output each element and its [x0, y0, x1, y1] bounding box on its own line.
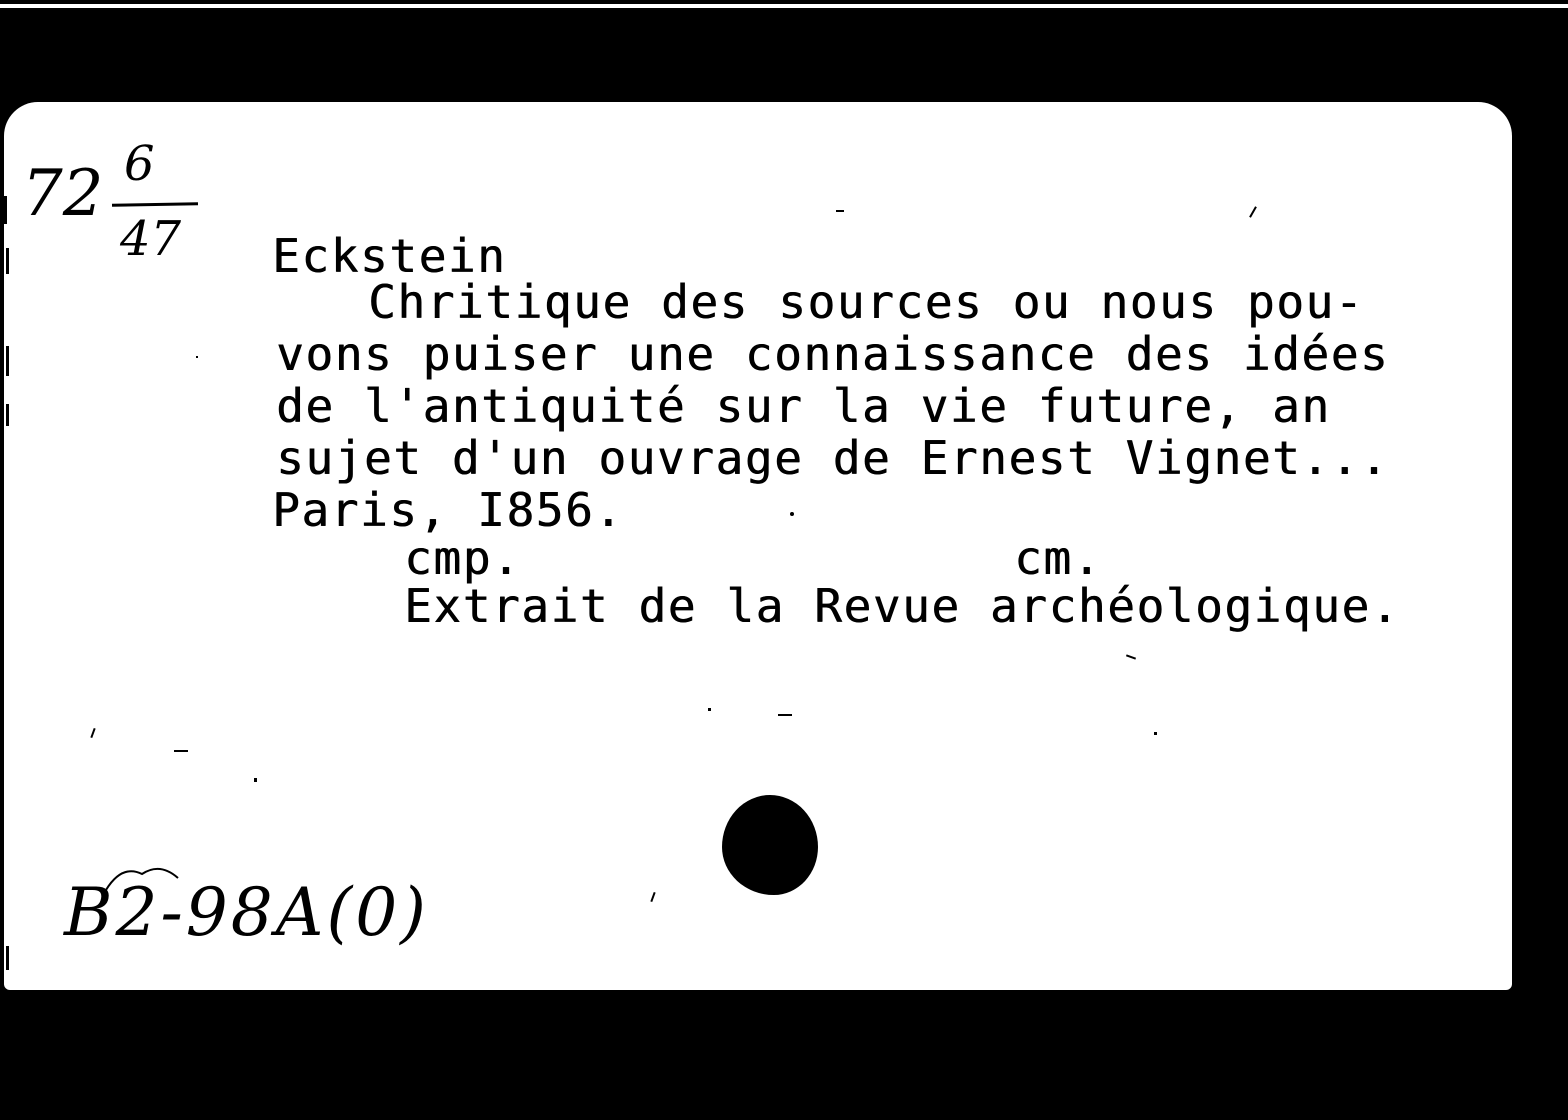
title-line-3: de l'antiquité sur la vie future, an	[276, 379, 1331, 433]
card-edge-mark	[6, 346, 9, 376]
scan-speck	[254, 778, 257, 782]
scan-speck	[790, 512, 794, 516]
card-edge-mark	[6, 946, 9, 970]
pages-label: cmp.	[404, 531, 522, 585]
film-edge-strip	[0, 4, 1568, 8]
scan-speck	[1154, 732, 1157, 735]
scan-speck	[778, 714, 792, 716]
scan-speck	[174, 750, 188, 752]
shelf-mark-numerator: 6	[124, 136, 155, 192]
scan-speck	[196, 356, 198, 358]
size-label: cm.	[1014, 531, 1102, 585]
scan-speck	[836, 210, 844, 212]
card-edge-mark	[4, 196, 7, 224]
scan-speck	[708, 708, 711, 711]
series-note: Extrait de la Revue archéologique.	[404, 579, 1401, 633]
punch-hole	[722, 795, 818, 895]
scan-speck	[1278, 80, 1284, 82]
call-number: B2-98A(0)	[64, 874, 429, 951]
author-name: Eckstein	[272, 229, 507, 283]
card-edge-mark	[6, 404, 9, 426]
shelf-mark-main: 72	[22, 157, 104, 231]
imprint-line: Paris, I856.	[272, 483, 624, 537]
shelf-mark-denominator: 47	[120, 211, 182, 267]
title-line-4: sujet d'un ouvrage de Ernest Vignet...	[276, 431, 1390, 485]
card-edge-mark	[6, 248, 9, 274]
title-line-2: vons puiser une connaissance des idées	[276, 327, 1390, 381]
title-line-1: Chritique des sources ou nous pou-	[368, 275, 1365, 329]
